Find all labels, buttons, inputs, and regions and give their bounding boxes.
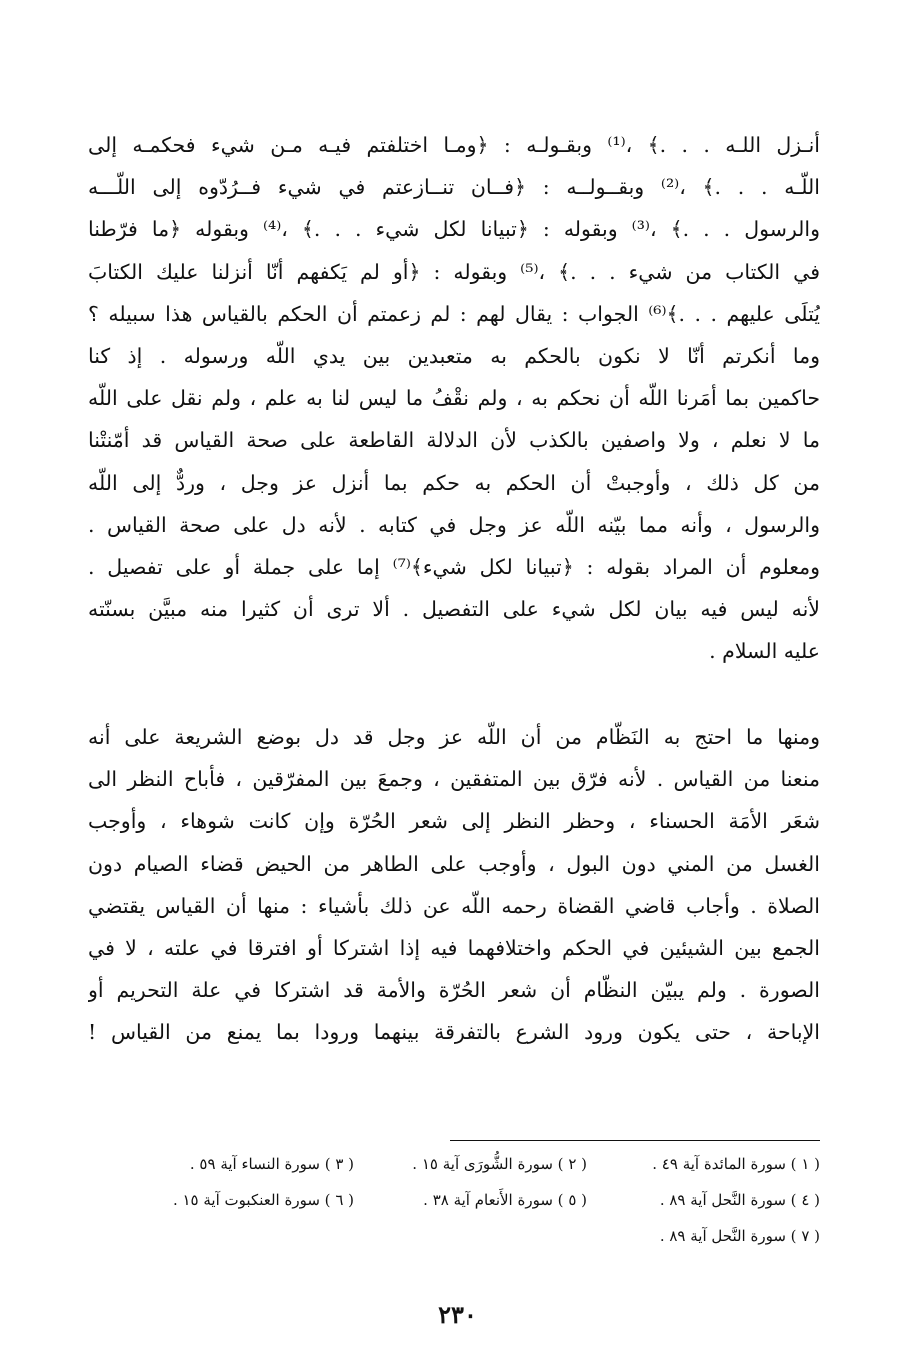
text-line: والرسول ، وأنه مما بيّنه اللّه عز وجل في كتابه . لأنه دل على صحة القياس . [88, 512, 820, 537]
footnote-5: ( ٥ ) سورة الأَنعام آية ٣٨ . [423, 1191, 587, 1209]
paragraph-2 [88, 716, 820, 1054]
text-line: والرسول . . .﴾ ،⁽³⁾ وبقوله : ﴿تبيانا لكل شيء . . .﴾ ،⁽⁴⁾ وبقوله ﴿ما فرّطنا [88, 217, 820, 242]
footnote-row [120, 1218, 820, 1254]
text-line: حاكمين بما أمَرنا اللّه أن نحكم به ، ولم نقْفُ ما ليس لنا به علم ، ولم نقل على اللّه [88, 386, 820, 411]
text-line: ومعلوم أن المراد بقوله : ﴿تبيانا لكل شيء﴾⁽⁷⁾ إما على جملة أو على تفصيل . [88, 554, 820, 579]
text-line: الصلاة . وأجاب قاضي القضاة رحمه اللّه عن ذلك بأشياء : منها أن القياس يقتضي [88, 893, 820, 918]
text-line: في الكتاب من شيء . . .﴾ ،⁽⁵⁾ وبقوله : ﴿أو لم يَكفهم أنّا أنزلنا عليك الكتابَ [88, 259, 820, 284]
footnote-row [120, 1146, 820, 1182]
text-line: منعنا من القياس . لأنه فرّق بين المتفقين ، وجمعَ بين المفرّقين ، فأباح النظر الى [88, 767, 820, 792]
footnote-3: ( ٣ ) سورة النساء آية ٥٩ . [189, 1155, 354, 1173]
text-line: الإباحة ، حتى يكون ورود الشرع بالتفرقة بينهما ورودا بما يمنع من القياس ! [88, 1020, 820, 1045]
text-line: الجمع بين الشيئين في الحكم واختلافهما فيه إذا اشتركا أو افترقا في علته ، لا في [88, 935, 820, 960]
footnote-divider [450, 1140, 820, 1141]
text-line: ومنها ما احتج به النَظّام من أن اللّه عز وجل قد دل بوضع الشريعة على أنه [88, 725, 820, 749]
page-number: ٢٣٠ [438, 1300, 477, 1329]
paragraph-1 [88, 124, 820, 672]
footnote-4: ( ٤ ) سورة النَّحل آية ٨٩ . [659, 1191, 820, 1209]
footnote-1: ( ١ ) سورة المائدة آية ٤٩ . [652, 1155, 820, 1173]
footnote-row [120, 1182, 820, 1218]
text-line: أنـزل اللـه . . .﴾ ،⁽¹⁾ وبقـولـه : ﴿ومـا اختلفتم فيـه مـن شيء فحكمـه إلى [88, 133, 820, 157]
footnote-7: ( ٧ ) سورة النَّحل آية ٨٩ . [659, 1227, 820, 1245]
text-line: الصورة . ولم يبيّن النظّام أن شعر الحُرّة والأمة قد اشتركا في علة التحريم أو [88, 978, 820, 1003]
footnote-2: ( ٢ ) سورة الشُّورَى آية ١٥ . [412, 1155, 587, 1173]
text-line: من كل ذلك ، وأوجبتْ أن الحكم به حكم بما أنزل عز وجل ، وردٌّ إلى اللّه [88, 470, 820, 495]
text-line: لأنه ليس فيه بيان لكل شيء على التفصيل . ألا ترى أن كثيرا منه مبيَّن بسنّته [88, 597, 820, 622]
text-line: اللّـه . . .﴾ ،⁽²⁾ وبقــولــه : ﴿فــان تنــازعتم في شيء فــرُدّوه إلى اللّـــه [88, 175, 820, 200]
text-line: الغسل من المني دون البول ، وأوجب على الطاهر من الحيض قضاء الصيام دون [88, 851, 820, 876]
text-line: يُتلَى عليهم . . .﴾⁽⁶⁾ الجواب : يقال لهم : لم زعمتم أن الحكم بالقياس هذا سبيله ؟ [88, 301, 820, 326]
text-line: شعَر الأمَة الحسناء ، وحظر النظر إلى شعر الحُرّة وإن كانت شوهاء ، وأوجب [88, 809, 820, 834]
text-line: ما لا نعلم ، ولا واصفين بالكذب لأن الدلالة القاطعة على صحة القياس قد أمّنتْنا [88, 428, 820, 453]
text-line: وما أنكرتم أنّا لا نكون بالحكم به متعبدين بين يدي اللّه ورسوله . إذ كنا [88, 343, 820, 368]
footnotes [120, 1146, 820, 1254]
footnote-6: ( ٦ ) سورة العنكبوت آية ١٥ . [172, 1191, 354, 1209]
text-line: عليه السلام . [709, 639, 820, 664]
